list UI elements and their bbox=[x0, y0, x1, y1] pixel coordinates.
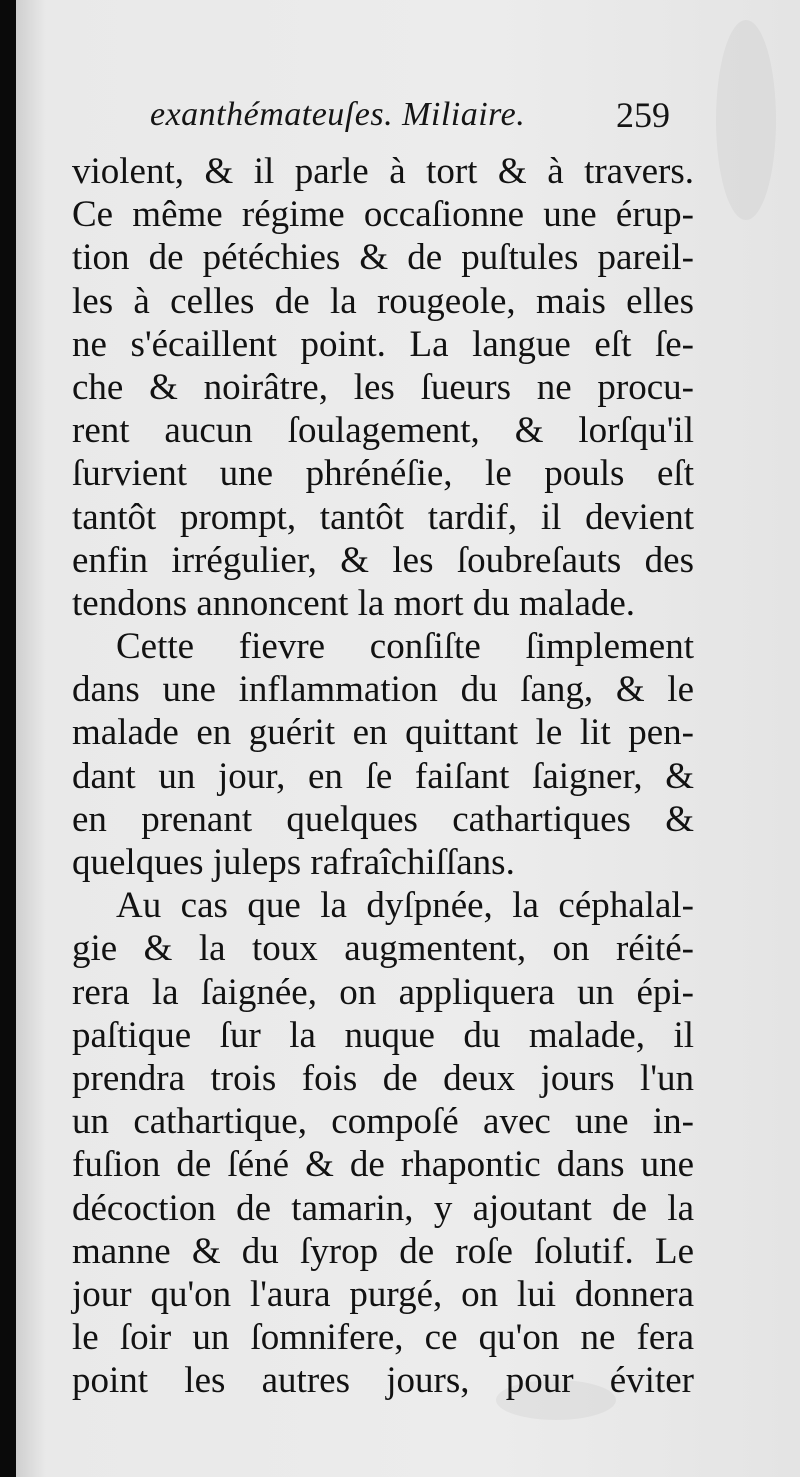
text-line: en prenant quelques cathartiques & bbox=[72, 798, 694, 840]
paragraph-first-line: Cette fievre conſiſte ſimplement bbox=[116, 626, 694, 668]
text-line: ſurvient une phrénéſie, le pouls eſt bbox=[72, 453, 694, 495]
text-line: tendons annoncent la mort du malade. bbox=[72, 582, 636, 624]
text-line: tantôt prompt, tantôt tardif, il devient bbox=[72, 496, 694, 538]
page-number: 259 bbox=[616, 95, 670, 135]
text-line: dans une inflammation du ſang, & le bbox=[72, 669, 694, 711]
text-line: fuſion de ſéné & de rhapontic dans une bbox=[72, 1144, 694, 1186]
text-line: enfin irrégulier, & les ſoubreſauts des bbox=[72, 539, 694, 581]
page-header bbox=[150, 96, 690, 146]
text-line: le ſoir un ſomnifere, ce qu'on ne fera bbox=[72, 1317, 694, 1359]
text-line: che & noirâtre, les ſueurs ne procu- bbox=[72, 366, 694, 408]
text-line: les à celles de la rougeole, mais elles bbox=[72, 280, 694, 322]
text-line: manne & du ſyrop de roſe ſolutif. Le bbox=[72, 1230, 694, 1272]
text-line: gie & la toux augmentent, on réité- bbox=[72, 928, 694, 970]
text-line: tion de pétéchies & de puſtules pareil- bbox=[72, 237, 694, 279]
text-line: rent aucun ſoulagement, & lorſqu'il bbox=[72, 410, 694, 452]
text-line: ne s'écaillent point. La langue eſt ſe- bbox=[72, 323, 694, 365]
text-line: prendra trois fois de deux jours l'un bbox=[72, 1057, 694, 1099]
text-line: un cathartique, compoſé avec une in- bbox=[72, 1101, 694, 1143]
paragraph-first-line: Au cas que la dyſpnée, la céphalal- bbox=[116, 885, 694, 927]
book-page bbox=[16, 0, 800, 1477]
text-line: quelques juleps rafraîchiſſans. bbox=[72, 842, 515, 883]
paper-stain bbox=[716, 20, 776, 220]
running-title: exanthémateuſes. Miliaire. bbox=[150, 96, 526, 133]
text-line: malade en guérit en quittant le lit pen- bbox=[72, 712, 694, 754]
text-line: violent, & il parle à tort & à travers. bbox=[72, 151, 694, 192]
text-line: jour qu'on l'aura purgé, on lui donnera bbox=[72, 1273, 694, 1315]
text-line: paſtique ſur la nuque du malade, il bbox=[72, 1014, 694, 1056]
text-line: décoction de tamarin, y ajoutant de la bbox=[72, 1187, 694, 1229]
text-line: rera la ſaignée, on appliquera un épi- bbox=[72, 971, 694, 1013]
scan-border bbox=[0, 0, 16, 1477]
text-line: point les autres jours, pour éviter bbox=[72, 1360, 694, 1402]
body-text bbox=[72, 150, 694, 1402]
text-line: dant un jour, en ſe faiſant ſaigner, & bbox=[72, 755, 694, 797]
text-line: Ce même régime occaſionne une érup- bbox=[72, 194, 694, 236]
